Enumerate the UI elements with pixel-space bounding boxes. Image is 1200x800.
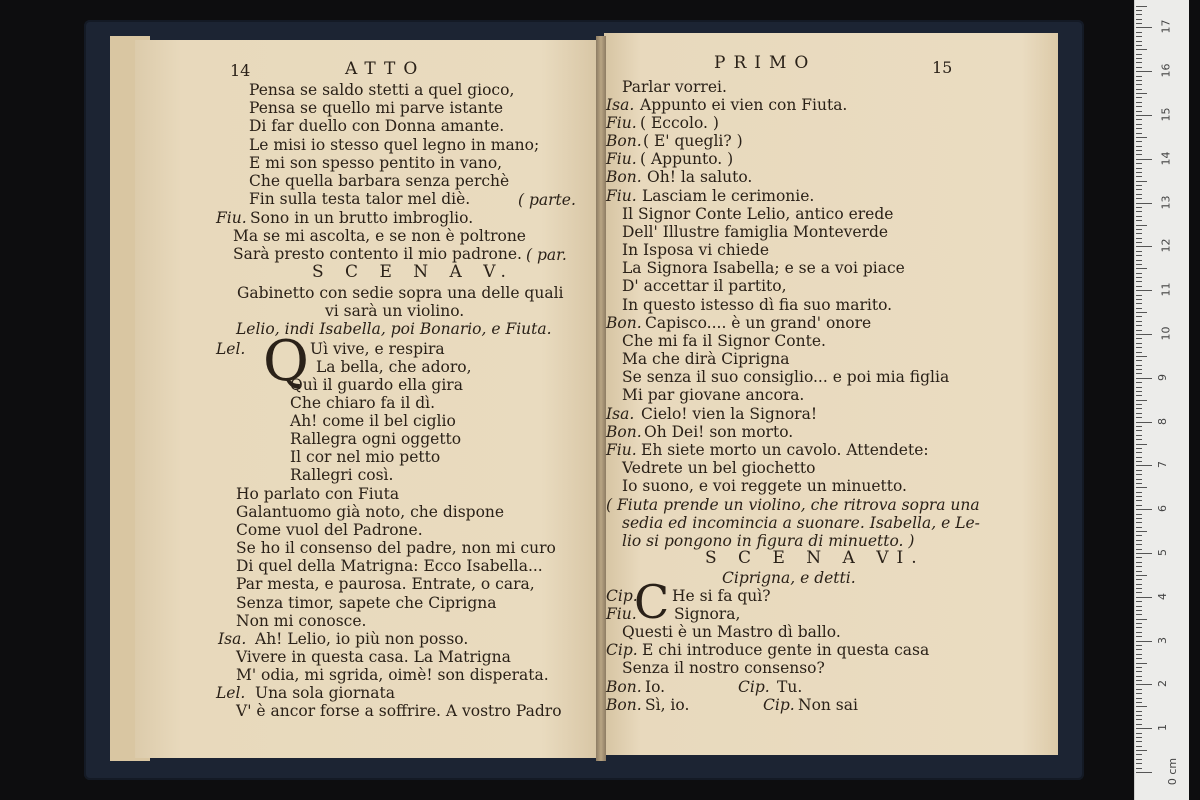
text-line: Questi è un Mastro dì ballo. — [622, 623, 841, 641]
text-line: Che quella barbara senza perchè — [249, 172, 510, 190]
ruler-tick — [1136, 619, 1147, 620]
text-line: ( Appunto. ) — [640, 150, 734, 168]
ruler-label: 4 — [1156, 592, 1169, 600]
speaker-label: Fiu. — [606, 187, 637, 205]
ruler-tick — [1136, 444, 1147, 445]
ruler-tick — [1136, 207, 1142, 208]
ruler-tick — [1136, 715, 1142, 716]
ruler-tick — [1136, 768, 1142, 769]
ruler-label: 3 — [1156, 636, 1169, 644]
ruler-tick — [1136, 759, 1142, 760]
ruler-tick — [1136, 365, 1142, 366]
text-line: Parlar vorrei. — [622, 78, 727, 96]
text-line: In Isposa vi chiede — [622, 241, 770, 259]
ruler-tick — [1136, 216, 1142, 217]
ruler-tick — [1136, 465, 1152, 466]
stage-direction: lio si pongono in figura di minuetto. ) — [622, 532, 915, 550]
ruler-tick — [1136, 448, 1142, 449]
ruler-tick — [1136, 540, 1142, 541]
measurement-ruler — [1134, 0, 1189, 800]
ruler-tick — [1136, 575, 1147, 576]
ruler-tick — [1136, 189, 1142, 190]
ruler-tick — [1136, 645, 1142, 646]
text-line: Tu. — [777, 678, 803, 696]
ruler-tick — [1136, 84, 1142, 85]
text-line: V' è ancor forse a soffrire. A vostro Padro — [236, 702, 562, 720]
ruler-tick — [1136, 124, 1142, 125]
speaker-label: Lel. — [216, 684, 246, 702]
text-line: Par mesta, e paurosa. Entrate, o cara, — [236, 575, 535, 593]
ruler-tick — [1136, 750, 1147, 751]
ruler-label: 8 — [1156, 417, 1169, 425]
ruler-tick — [1136, 763, 1142, 764]
text-line: Come vuol del Padrone. — [236, 521, 423, 539]
ruler-tick — [1136, 321, 1142, 322]
ruler-tick — [1136, 194, 1142, 195]
text-line: Quì il guardo ella gira — [290, 376, 463, 394]
ruler-tick — [1136, 549, 1142, 550]
ruler-tick — [1136, 246, 1152, 247]
text-line: Non sai — [798, 696, 858, 714]
ruler-tick — [1136, 636, 1142, 637]
ruler-tick — [1136, 597, 1152, 598]
ruler-tick — [1136, 119, 1142, 120]
ruler-tick — [1136, 579, 1142, 580]
ruler-tick — [1136, 32, 1142, 33]
ruler-tick — [1136, 41, 1142, 42]
text-line: Appunto ei vien con Fiuta. — [640, 96, 848, 114]
text-line: Eh siete morto un cavolo. Attendete: — [641, 441, 929, 459]
ruler-tick — [1136, 527, 1142, 528]
text-line: E chi introduce gente in questa casa — [642, 641, 930, 659]
text-line: Ho parlato con Fiuta — [236, 485, 400, 503]
ruler-tick — [1136, 483, 1142, 484]
ruler-tick — [1136, 746, 1142, 747]
text-line: Dell' Illustre famiglia Monteverde — [622, 223, 889, 241]
ruler-tick — [1136, 299, 1142, 300]
ruler-tick — [1136, 649, 1142, 650]
speaker-label: Isa. — [218, 630, 247, 648]
text-line: Il cor nel mio petto — [290, 448, 441, 466]
ruler-tick — [1136, 93, 1147, 94]
text-line: E mi son spesso pentito in vano, — [249, 154, 503, 172]
ruler-label: 9 — [1156, 373, 1169, 381]
ruler-tick — [1136, 417, 1142, 418]
text-line: Se ho il consenso del padre, non mi curo — [236, 539, 556, 557]
text-line: Io suono, e voi reggete un minuetto. — [622, 477, 907, 495]
scene-heading: S C E N A V. — [312, 262, 514, 282]
ruler-label: 5 — [1156, 549, 1169, 556]
speaker-label: Bon. — [606, 168, 642, 186]
ruler-tick — [1136, 606, 1142, 607]
ruler-tick — [1136, 260, 1142, 261]
ruler-tick — [1136, 719, 1142, 720]
ruler-tick — [1136, 312, 1147, 313]
text-line: Cielo! vien la Signora! — [641, 405, 818, 423]
ruler-tick — [1136, 6, 1147, 7]
ruler-tick — [1136, 632, 1142, 633]
speaker-label: Fiu. — [606, 114, 637, 132]
ruler-tick — [1136, 36, 1142, 37]
ruler-tick — [1136, 89, 1142, 90]
speaker-label: Fiu. — [606, 605, 637, 623]
ruler-tick — [1136, 571, 1142, 572]
ruler-tick — [1136, 531, 1147, 532]
text-line: Capisco.... è un grand' onore — [645, 314, 872, 332]
ruler-tick — [1136, 408, 1142, 409]
text-line: Se senza il suo consiglio... e poi mia figlia — [622, 368, 950, 386]
ruler-tick — [1136, 251, 1142, 252]
ruler-tick — [1136, 168, 1142, 169]
ruler-tick — [1136, 461, 1142, 462]
ruler-tick — [1136, 395, 1142, 396]
ruler-tick — [1136, 295, 1142, 296]
ruler-tick — [1136, 115, 1152, 116]
text-line: Sono in un brutto imbroglio. — [250, 209, 474, 227]
text-line: Ah! Lelio, io più non posso. — [255, 630, 469, 648]
ruler-tick — [1136, 654, 1142, 655]
ruler-tick — [1136, 233, 1142, 234]
ruler-tick — [1136, 378, 1152, 379]
ruler-label: 1 — [1156, 724, 1169, 732]
text-line: He si fa quì? — [672, 587, 771, 605]
drop-cap: C — [634, 575, 670, 629]
ruler-tick — [1136, 45, 1142, 46]
speaker-label: Bon. — [606, 678, 642, 696]
text-line: D' accettar il partito, — [622, 277, 787, 295]
ruler-tick — [1136, 684, 1152, 685]
ruler-tick — [1136, 435, 1142, 436]
ruler-tick — [1136, 728, 1152, 729]
ruler-tick — [1136, 268, 1147, 269]
ruler-tick — [1136, 680, 1142, 681]
ruler-tick — [1136, 641, 1152, 642]
book-gutter — [596, 36, 606, 761]
ruler-tick — [1136, 347, 1142, 348]
ruler-tick — [1136, 500, 1142, 501]
ruler-tick — [1136, 334, 1152, 335]
ruler-tick — [1136, 658, 1142, 659]
ruler-tick — [1136, 49, 1147, 50]
ruler-tick — [1136, 325, 1142, 326]
ruler-tick — [1136, 772, 1152, 773]
ruler-tick — [1136, 706, 1147, 707]
ruler-tick — [1136, 308, 1142, 309]
scene-description: Gabinetto con sedie sopra una delle quali — [237, 284, 564, 302]
ruler-tick — [1136, 439, 1142, 440]
ruler-label: 11 — [1159, 282, 1173, 297]
ruler-tick — [1136, 505, 1142, 506]
ruler-tick — [1136, 584, 1142, 585]
stage-direction: sedia ed incomincia a suonare. Isabella, e Le- — [622, 514, 980, 532]
ruler-tick — [1136, 146, 1142, 147]
speaker-label: Fiu. — [606, 441, 637, 459]
text-line: Ah! come il bel ciglio — [290, 412, 456, 430]
ruler-tick — [1136, 360, 1142, 361]
ruler-tick — [1136, 62, 1142, 63]
text-line: Che chiaro fa il dì. — [290, 394, 436, 412]
speaker-label: Bon. — [606, 696, 642, 714]
ruler-tick — [1136, 588, 1142, 589]
ruler-tick — [1136, 592, 1142, 593]
page-number: 15 — [932, 58, 953, 77]
ruler-tick — [1136, 102, 1142, 103]
ruler-tick — [1136, 671, 1142, 672]
text-line: Lasciam le cerimonie. — [642, 187, 815, 205]
text-line: Di far duello con Donna amante. — [249, 117, 505, 135]
drop-cap: Q — [263, 329, 309, 394]
ruler-tick — [1136, 76, 1142, 77]
ruler-tick — [1136, 27, 1152, 28]
text-line: Mi par giovane ancora. — [622, 386, 805, 404]
ruler-tick — [1136, 356, 1147, 357]
text-line: Pensa se saldo stetti a quel gioco, — [249, 81, 515, 99]
ruler-tick — [1136, 338, 1142, 339]
ruler-tick — [1136, 141, 1142, 142]
speaker-label: Cip. — [606, 641, 638, 659]
ruler-tick — [1136, 457, 1142, 458]
speaker-label: Cip. — [606, 587, 638, 605]
ruler-tick — [1136, 422, 1152, 423]
ruler-tick — [1136, 514, 1142, 515]
ruler-tick — [1136, 198, 1142, 199]
ruler-tick — [1136, 352, 1142, 353]
text-line: Sarà presto contento il mio padrone. — [233, 245, 522, 263]
text-line: Ma che dirà Ciprigna — [622, 350, 790, 368]
ruler-tick — [1136, 185, 1142, 186]
text-line: La Signora Isabella; e se a voi piace — [622, 259, 905, 277]
ruler-tick — [1136, 382, 1142, 383]
ruler-tick — [1136, 698, 1142, 699]
ruler-label: 13 — [1159, 195, 1173, 210]
speaker-label: Bon. — [606, 132, 642, 150]
ruler-tick — [1136, 330, 1142, 331]
text-line: Pensa se quello mi parve istante — [249, 99, 504, 117]
ruler-tick — [1136, 535, 1142, 536]
characters-list: Lelio, indi Isabella, poi Bonario, e Fiuta. — [236, 320, 552, 338]
ruler-tick — [1136, 343, 1142, 344]
ruler-tick — [1136, 689, 1142, 690]
ruler-tick — [1136, 273, 1142, 274]
ruler-label: 2 — [1156, 680, 1169, 688]
ruler-tick — [1136, 181, 1147, 182]
ruler-tick — [1136, 754, 1142, 755]
ruler-tick — [1136, 67, 1142, 68]
ruler-tick — [1136, 106, 1142, 107]
ruler-tick — [1136, 426, 1142, 427]
ruler-label: 0 cm — [1166, 757, 1180, 786]
ruler-tick — [1136, 601, 1142, 602]
scene-heading: S C E N A VI. — [705, 548, 925, 568]
ruler-tick — [1136, 566, 1142, 567]
text-line: Le misi io stesso quel legno in mano; — [249, 136, 540, 154]
ruler-tick — [1136, 496, 1142, 497]
text-line: Oh Dei! son morto. — [644, 423, 794, 441]
text-line: Non mi conosce. — [236, 612, 367, 630]
text-line: Il Signor Conte Lelio, antico erede — [622, 205, 894, 223]
text-line: Oh! la saluto. — [647, 168, 753, 186]
speaker-label: Fiu. — [606, 150, 637, 168]
ruler-tick — [1136, 211, 1142, 212]
ruler-tick — [1136, 557, 1142, 558]
ruler-tick — [1136, 80, 1142, 81]
speaker-label: Isa. — [606, 405, 635, 423]
ruler-tick — [1136, 71, 1152, 72]
ruler-tick — [1136, 281, 1142, 282]
ruler-tick — [1136, 163, 1142, 164]
ruler-tick — [1136, 286, 1142, 287]
ruler-tick — [1136, 133, 1142, 134]
text-line: Senza il nostro consenso? — [622, 659, 825, 677]
ruler-tick — [1136, 369, 1142, 370]
text-line: Galantuomo già noto, che dispone — [236, 503, 505, 521]
ruler-tick — [1136, 290, 1152, 291]
text-line: Di quel della Matrigna: Ecco Isabella... — [236, 557, 543, 575]
ruler-tick — [1136, 470, 1142, 471]
ruler-tick — [1136, 610, 1142, 611]
ruler-tick — [1136, 128, 1142, 129]
text-line: Rallegra ogni oggetto — [290, 430, 462, 448]
text-line: Una sola giornata — [255, 684, 395, 702]
ruler-tick — [1136, 400, 1147, 401]
stage-direction: ( par. — [526, 246, 567, 264]
ruler-tick — [1136, 229, 1142, 230]
ruler-tick — [1136, 676, 1142, 677]
text-line: Che mi fa il Signor Conte. — [622, 332, 826, 350]
text-line: Vedrete un bel giochetto — [622, 459, 816, 477]
ruler-tick — [1136, 10, 1142, 11]
ruler-tick — [1136, 176, 1142, 177]
text-line: ( Eccolo. ) — [640, 114, 719, 132]
text-line: Fin sulla testa talor mel diè. — [249, 190, 471, 208]
ruler-tick — [1136, 14, 1142, 15]
ruler-tick — [1136, 172, 1142, 173]
ruler-tick — [1136, 19, 1142, 20]
ruler-tick — [1136, 150, 1142, 151]
text-line: Vivere in questa casa. La Matrigna — [236, 648, 511, 666]
ruler-tick — [1136, 159, 1152, 160]
ruler-tick — [1136, 522, 1142, 523]
ruler-label: 12 — [1159, 238, 1173, 253]
ruler-tick — [1136, 487, 1147, 488]
ruler-tick — [1136, 518, 1142, 519]
ruler-tick — [1136, 137, 1147, 138]
ruler-label: 14 — [1159, 151, 1173, 166]
ruler-tick — [1136, 23, 1142, 24]
ruler-tick — [1136, 242, 1142, 243]
ruler-tick — [1136, 203, 1152, 204]
ruler-tick — [1136, 693, 1142, 694]
ruler-tick — [1136, 391, 1142, 392]
ruler-tick — [1136, 733, 1142, 734]
text-line: ( E' quegli? ) — [643, 132, 743, 150]
ruler-tick — [1136, 238, 1142, 239]
ruler-tick — [1136, 667, 1142, 668]
stage-direction: ( Fiuta prende un violino, che ritrova sopra una — [606, 496, 980, 514]
ruler-tick — [1136, 544, 1142, 545]
page-number: 14 — [230, 61, 251, 80]
characters-list: Ciprigna, e detti. — [722, 569, 856, 587]
ruler-label: 17 — [1159, 19, 1173, 34]
ruler-tick — [1136, 225, 1147, 226]
ruler-tick — [1136, 277, 1142, 278]
ruler-tick — [1136, 111, 1142, 112]
ruler-label: 7 — [1156, 461, 1169, 469]
ruler-label: 10 — [1159, 326, 1173, 341]
ruler-tick — [1136, 430, 1142, 431]
running-head: ATTO — [345, 59, 426, 79]
ruler-tick — [1136, 474, 1142, 475]
text-line: Sì, io. — [645, 696, 690, 714]
ruler-tick — [1136, 627, 1142, 628]
ruler-tick — [1136, 711, 1142, 712]
speaker-label: Fiu. — [216, 209, 247, 227]
text-line: Senza timor, sapete che Ciprigna — [236, 594, 497, 612]
ruler-label: 16 — [1159, 63, 1173, 78]
text-line: M' odia, mi sgrida, oimè! son disperata. — [236, 666, 549, 684]
scene-description: vi sarà un violino. — [325, 302, 465, 320]
text-line: Io. — [645, 678, 666, 696]
speaker-label: Cip. — [763, 696, 795, 714]
ruler-tick — [1136, 303, 1142, 304]
running-head: PRIMO — [714, 53, 817, 73]
ruler-tick — [1136, 741, 1142, 742]
ruler-tick — [1136, 154, 1142, 155]
ruler-tick — [1136, 614, 1142, 615]
ruler-tick — [1136, 663, 1147, 664]
speaker-label: Lel. — [216, 340, 246, 358]
ruler-tick — [1136, 58, 1142, 59]
speaker-label: Isa. — [606, 96, 635, 114]
ruler-tick — [1136, 373, 1142, 374]
ruler-tick — [1136, 623, 1142, 624]
ruler-tick — [1136, 702, 1142, 703]
ruler-tick — [1136, 492, 1142, 493]
ruler-tick — [1136, 737, 1142, 738]
ruler-tick — [1136, 97, 1142, 98]
text-line: La bella, che adoro, — [316, 358, 472, 376]
speaker-label: Cip. — [738, 678, 770, 696]
speaker-label: Bon. — [606, 314, 642, 332]
text-line: Ma se mi ascolta, e se non è poltrone — [233, 227, 526, 245]
stage-direction: ( parte. — [518, 191, 576, 209]
text-line: Signora, — [674, 605, 741, 623]
text-line: Uì vive, e respira — [310, 340, 445, 358]
speaker-label: Bon. — [606, 423, 642, 441]
ruler-tick — [1136, 562, 1142, 563]
ruler-tick — [1136, 413, 1142, 414]
ruler-tick — [1136, 264, 1142, 265]
ruler-tick — [1136, 387, 1142, 388]
ruler-tick — [1136, 316, 1142, 317]
ruler-tick — [1136, 404, 1142, 405]
text-line: In questo istesso dì fia suo marito. — [622, 296, 893, 314]
ruler-tick — [1136, 255, 1142, 256]
ruler-tick — [1136, 509, 1152, 510]
ruler-tick — [1136, 54, 1142, 55]
ruler-tick — [1136, 553, 1152, 554]
ruler-tick — [1136, 220, 1142, 221]
ruler-tick — [1136, 452, 1142, 453]
ruler-tick — [1136, 724, 1142, 725]
ruler-label: 15 — [1159, 107, 1173, 122]
text-line: Rallegri così. — [290, 466, 394, 484]
ruler-tick — [1136, 479, 1142, 480]
ruler-label: 6 — [1156, 505, 1169, 513]
